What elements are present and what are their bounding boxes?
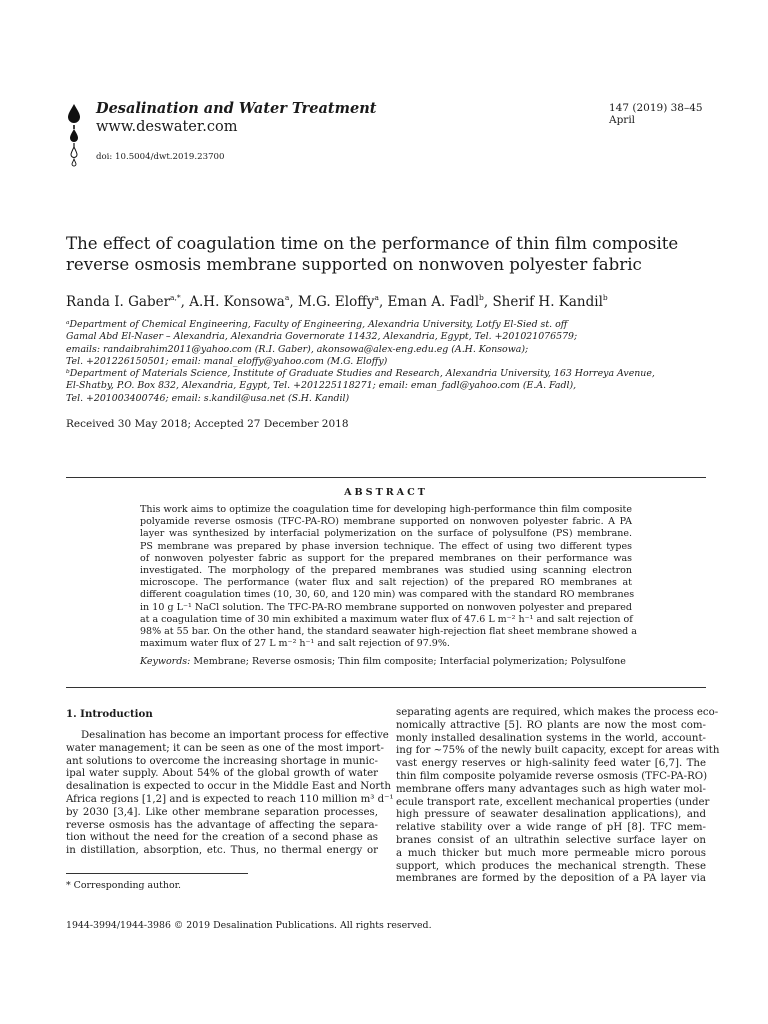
abstract-heading: ABSTRACT [344,487,428,498]
body-line: support, which produces the mechanical strength. These [396,860,706,872]
body-line: ipal water supply. About 54% of the global growth of water [66,768,378,780]
affiliation-line: El-Shatby, P.O. Box 832, Alexandria, Egypt, Tel. +201225118271; email: eman_fadl@yahoo.com (E.A. Fadl), [66,380,577,392]
copyright-notice: 1944-3994/1944-3986 © 2019 Desalination Publications. All rights reserved. [66,920,432,931]
author-list: Randa I. Gaber$^{a,*}$, A.H. Konsowa$^a$, M.G. Eloffy$^a$, Eman A. Fadl$^b$, Sherif H. Kandil$^b$ [66,293,608,310]
abstract-line: investigated. The morphology of the prepared membranes was studied using scanning electron [140,565,632,577]
body-line: in distillation, absorption, etc. Thus, no thermal energy or [66,845,378,857]
body-line: high pressure of seawater desalination applications), and [396,809,706,821]
body-column-right [396,707,720,886]
author-name: Sherif H. Kandil [492,294,603,310]
body-line: membranes are formed by the deposition of a PA layer via [396,873,706,885]
received-dates: Received 30 May 2018; Accepted 27 December 2018 [66,418,349,430]
abstract-line: 98% at 55 bar. On the other hand, the standard seawater high-rejection flat sheet membrane showed a [140,626,637,638]
body-line: branes consist of an ultrathin selective surface layer on [396,834,706,846]
journal-logo-droplets-icon [60,102,88,168]
body-line: relative stability over a wide range of pH [8]. TFC mem- [396,822,706,834]
author-affil-mark: a [374,293,379,302]
body-line: Desalination has become an important process for effective [81,730,389,741]
author-name: Eman A. Fadl [387,294,480,310]
abstract-line: different coagulation times (10, 30, 60, and 120 min) was compared with the standard RO membranes [140,589,635,601]
body-line: water management; it can be seen as one of the most import- [66,742,384,754]
author-affil-mark: a,* [170,293,181,302]
volume-info [609,102,703,126]
body-line: desalination is expected to occur in the Middle East and North [66,781,391,793]
affiliation-line: Tel. +201003400746; email: s.kandil@usa.net (S.H. Kandil) [66,392,350,404]
abstract-line: microscope. The performance (water flux and salt rejection) of the prepared RO membranes at [140,577,632,589]
affiliation-line: Tel. +201226150501; email: manal_eloffy@yahoo.com (M.G. Eloffy) [66,355,388,367]
affiliation-line: ᵇDepartment of Materials Science, Institute of Graduate Studies and Research, Alexandria University, 163 Horreya Avenue, [66,368,655,380]
affiliation-line: Gamal Abd El-Naser – Alexandria, Alexandria Governorate 11432, Alexandria, Egypt, Tel. +201021076579; [66,331,578,343]
abstract-line: in 10 g L⁻¹ NaCl solution. The TFC-PA-RO membrane supported on nonwoven polyester and prepared [140,601,632,613]
body-line: ecule transport rate, excellent mechanical properties (under [396,796,710,808]
article-title-line: reverse osmosis membrane supported on nonwoven polyester fabric [66,255,642,274]
author-name: Randa I. Gaber [66,294,171,310]
footnote-rule [66,873,248,874]
abstract-line: polyamide reverse osmosis (TFC-PA-RO) membrane supported on nonwoven polyester fabric. A PA [140,516,632,528]
abstract-line: of nonwoven polyester fabric as support for the prepared membranes on their performance was [140,552,632,564]
body-line: Africa regions [1,2] and is expected to reach 110 million m³ d⁻¹ [66,793,394,805]
body-line: ant solutions to overcome the increasing shortage in munic- [66,755,378,767]
abstract-line: PS membrane was prepared by phase inversion technique. The effect of using two different types [140,540,632,552]
body-line: membrane offers many advantages such as high water mol- [396,783,706,795]
author-name: A.H. Konsowa [189,294,285,310]
doi[interactable]: doi: 10.5004/dwt.2019.23700 [96,152,225,162]
abstract-line: layer was synthesized by interfacial polymerization on the surface of polysulfone (PS) membrane. [140,528,632,540]
author-name: M.G. Eloffy [297,294,375,310]
abstract-body [140,504,637,650]
body-line: monly installed desalination systems in the world, account- [396,732,706,744]
body-column-left [66,730,394,858]
issue-month: April [609,114,636,126]
author-affil-mark: b [479,293,484,302]
body-line: a much thicker but much more permeable micro porous [396,847,706,859]
journal-url[interactable]: www.deswater.com [96,119,238,135]
body-line: separating agents are required, which makes the process eco- [396,707,719,718]
body-line: vast energy reserves or high-salinity feed water [6,7]. The [396,758,706,770]
abstract-bottom-rule [66,687,706,688]
author-affil-mark: a [284,293,290,302]
volume-pages: 147 (2019) 38–45 [609,102,703,114]
section-heading-introduction: 1. Introduction [66,708,153,720]
abstract-line: This work aims to optimize the coagulation time for developing high-performance thin film composite [140,504,632,515]
journal-title: Desalination and Water Treatment [96,100,377,117]
body-line: nomically attractive [5]. RO plants are now the most com- [396,719,706,731]
abstract-top-rule [66,477,706,478]
affiliation-line: ᵃDepartment of Chemical Engineering, Faculty of Engineering, Alexandria University, Lotfy El-Sied st. off [66,319,568,330]
body-line: reverse osmosis has the advantage of affecting the separa- [66,819,378,831]
author-affil-mark: b [602,293,608,302]
body-line: thin film composite polyamide reverse osmosis (TFC-PA-RO) [396,770,708,782]
keywords-label: Keywords: [140,656,191,667]
affiliations [66,319,655,405]
body-line: ing for ~75% of the newly built capacity, except for areas with [396,745,720,757]
abstract-line: maximum water flux of 27 L m⁻² h⁻¹ and salt rejection of 97.9%. [140,638,450,650]
article-title-line: The effect of coagulation time on the performance of thin film composite [66,234,679,253]
keywords [140,656,626,667]
abstract-line: at a coagulation time of 30 min exhibited a maximum water flux of 47.6 L m⁻² h⁻¹ and salt rejection of [140,613,633,625]
keywords-list: Membrane; Reverse osmosis; Thin film composite; Interfacial polymerization; Polysulfone [193,656,626,667]
corresponding-author-footnote: * Corresponding author. [66,880,182,891]
article-title [66,233,706,275]
affiliation-line: emails: randaibrahim2011@yahoo.com (R.I. Gaber), akonsowa@alex-eng.edu.eg (A.H. Konsowa); [66,343,529,355]
body-line: by 2030 [3,4]. Like other membrane separation processes, [66,806,378,818]
body-line: tion without the need for the creation of a second phase as [66,832,378,844]
